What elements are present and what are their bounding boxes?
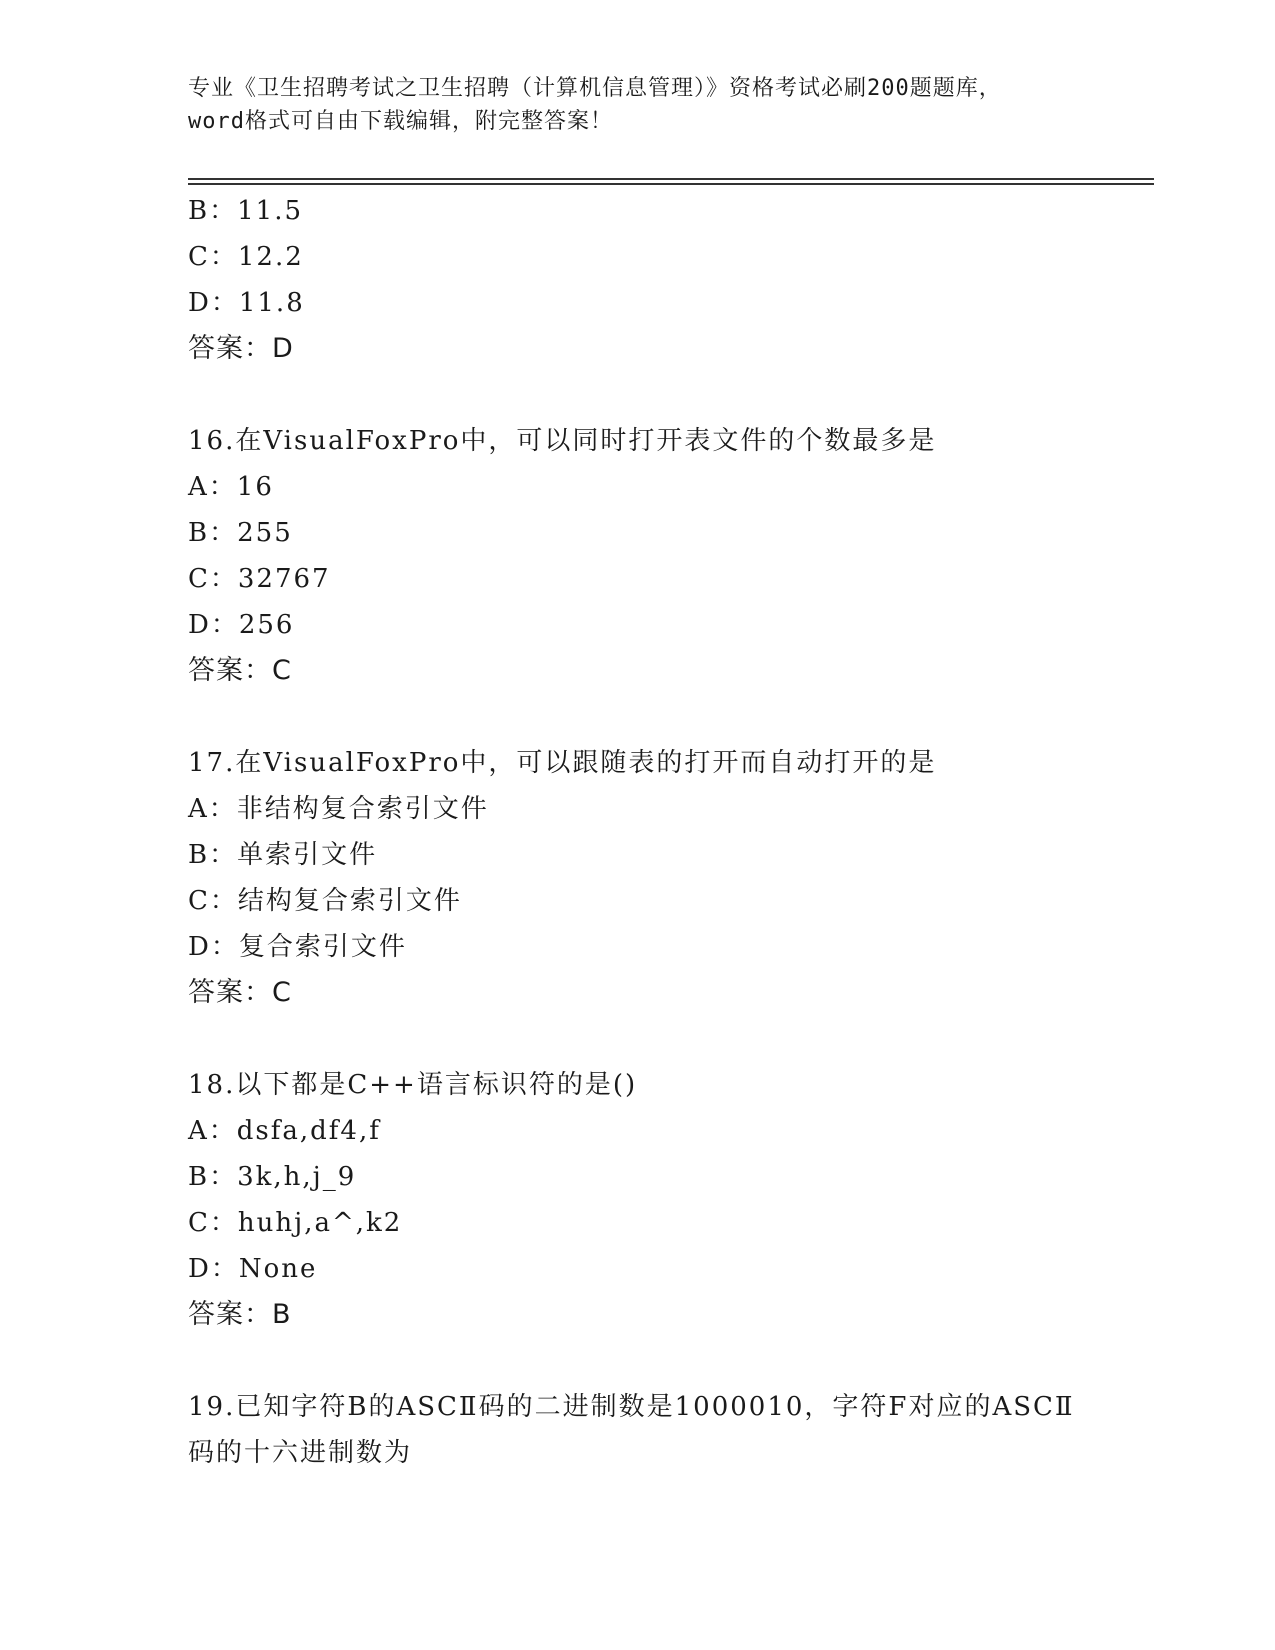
header-line-1: 专业《卫生招聘考试之卫生招聘（计算机信息管理）》资格考试必刷200题题库， (188, 76, 1002, 101)
question-16 (188, 418, 1148, 694)
question-15-tail (188, 188, 1148, 372)
answer-label: 答案：C (188, 977, 292, 1008)
option-d: D：None (188, 1254, 318, 1284)
spacer (188, 1338, 1148, 1384)
option-b: B：11.5 (188, 196, 303, 226)
option-a: A：非结构复合索引文件 (188, 794, 489, 824)
option-a: A：dsfa,df4,f (188, 1116, 381, 1146)
header-line-2: word格式可自由下载编辑，附完整答案！ (188, 109, 613, 134)
question-19 (188, 1384, 1148, 1476)
question-stem: 17.在VisualFoxPro中，可以跟随表的打开而自动打开的是 (188, 748, 937, 778)
header-divider-top (188, 178, 1154, 180)
option-d: D：11.8 (188, 288, 305, 318)
question-list (188, 188, 1148, 1476)
question-stem: 19.已知字符B的ASCⅡ码的二进制数是1000010，字符F对应的ASCⅡ码的十六进制数为 (188, 1392, 1075, 1468)
spacer (188, 1016, 1148, 1062)
option-c: C：12.2 (188, 242, 304, 272)
option-d: D：复合索引文件 (188, 932, 407, 962)
question-17 (188, 740, 1148, 1016)
option-b: B：255 (188, 518, 293, 548)
document-header (188, 72, 1088, 138)
answer-label: 答案：B (188, 1299, 292, 1330)
option-b: B：3k,h,j_9 (188, 1162, 357, 1192)
question-stem: 16.在VisualFoxPro中，可以同时打开表文件的个数最多是 (188, 426, 937, 456)
option-a: A：16 (188, 472, 274, 502)
spacer (188, 372, 1148, 418)
question-18 (188, 1062, 1148, 1338)
option-b: B：单索引文件 (188, 840, 378, 870)
option-c: C：huhj,a^,k2 (188, 1208, 403, 1238)
answer-label: 答案：C (188, 655, 292, 686)
spacer (188, 694, 1148, 740)
option-d: D：256 (188, 610, 295, 640)
option-c: C：32767 (188, 564, 331, 594)
answer-label: 答案：D (188, 333, 294, 364)
option-c: C：结构复合索引文件 (188, 886, 462, 916)
question-stem: 18.以下都是C++语言标识符的是() (188, 1070, 638, 1100)
header-divider-bottom (188, 183, 1154, 185)
